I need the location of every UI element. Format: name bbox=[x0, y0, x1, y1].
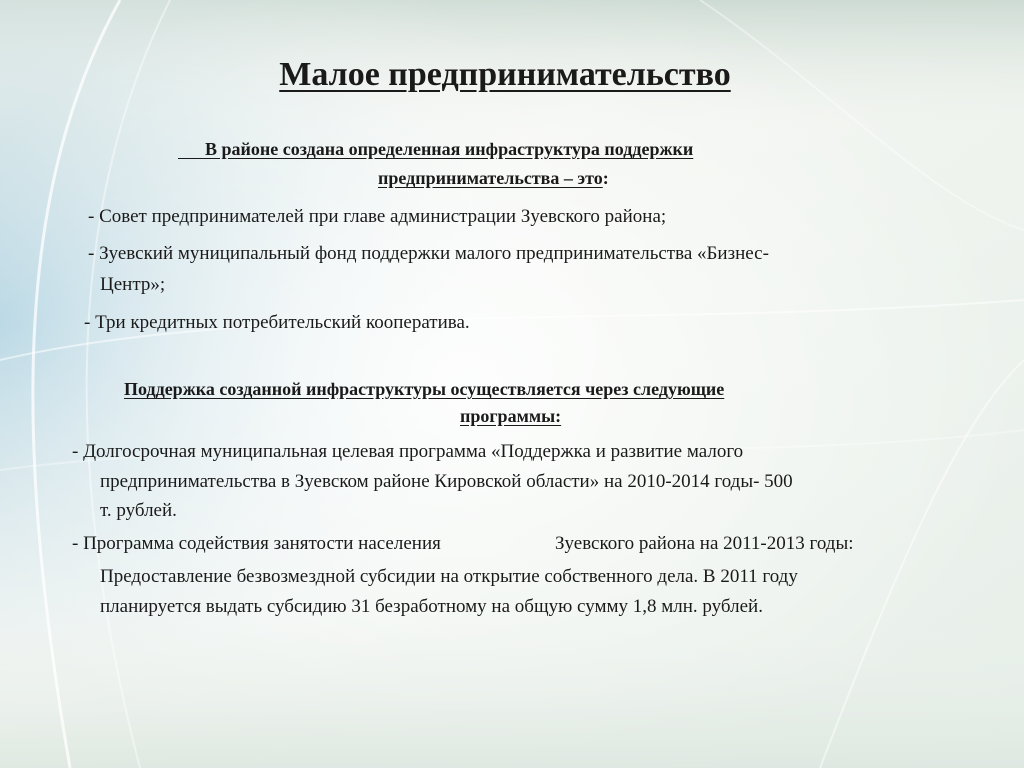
infrastructure-item-1: - Совет предпринимателей при главе администрации Зуевского района; bbox=[88, 206, 667, 227]
program-2-detail-line1: Предоставление безвозмездной субсидии на открытие собственного дела. В 2011 году bbox=[100, 566, 798, 587]
program-1-line3: т. рублей. bbox=[100, 500, 177, 521]
program-2-detail-line2: планируется выдать субсидию 31 безработному на общую сумму 1,8 млн. рублей. bbox=[100, 596, 763, 617]
infrastructure-heading-line2: предпринимательства – это: bbox=[378, 168, 609, 188]
program-1-line2: предпринимательства в Зуевском районе Кировской области» на 2010-2014 годы- 500 bbox=[100, 471, 793, 492]
program-2-line-part2: Зуевского района на 2011-2013 годы: bbox=[555, 533, 854, 554]
infrastructure-item-3: - Три кредитных потребительский кооператива. bbox=[84, 312, 470, 333]
infrastructure-item-2-line1: - Зуевский муниципальный фонд поддержки малого предпринимательства «Бизнес- bbox=[88, 243, 769, 264]
programs-heading-line2: программы: bbox=[460, 406, 562, 426]
slide-title: Малое предпринимательство bbox=[279, 56, 731, 93]
infrastructure-heading-line1: В районе создана определенная инфраструктура поддержки bbox=[205, 139, 694, 159]
program-2-line-part1: - Программа содействия занятости населения bbox=[72, 533, 441, 554]
programs-heading-line1: Поддержка созданной инфраструктуры осуществляется через следующие bbox=[124, 379, 725, 399]
program-1-line1: - Долгосрочная муниципальная целевая программа «Поддержка и развитие малого bbox=[72, 441, 744, 462]
infrastructure-item-2-line2: Центр»; bbox=[100, 274, 166, 295]
